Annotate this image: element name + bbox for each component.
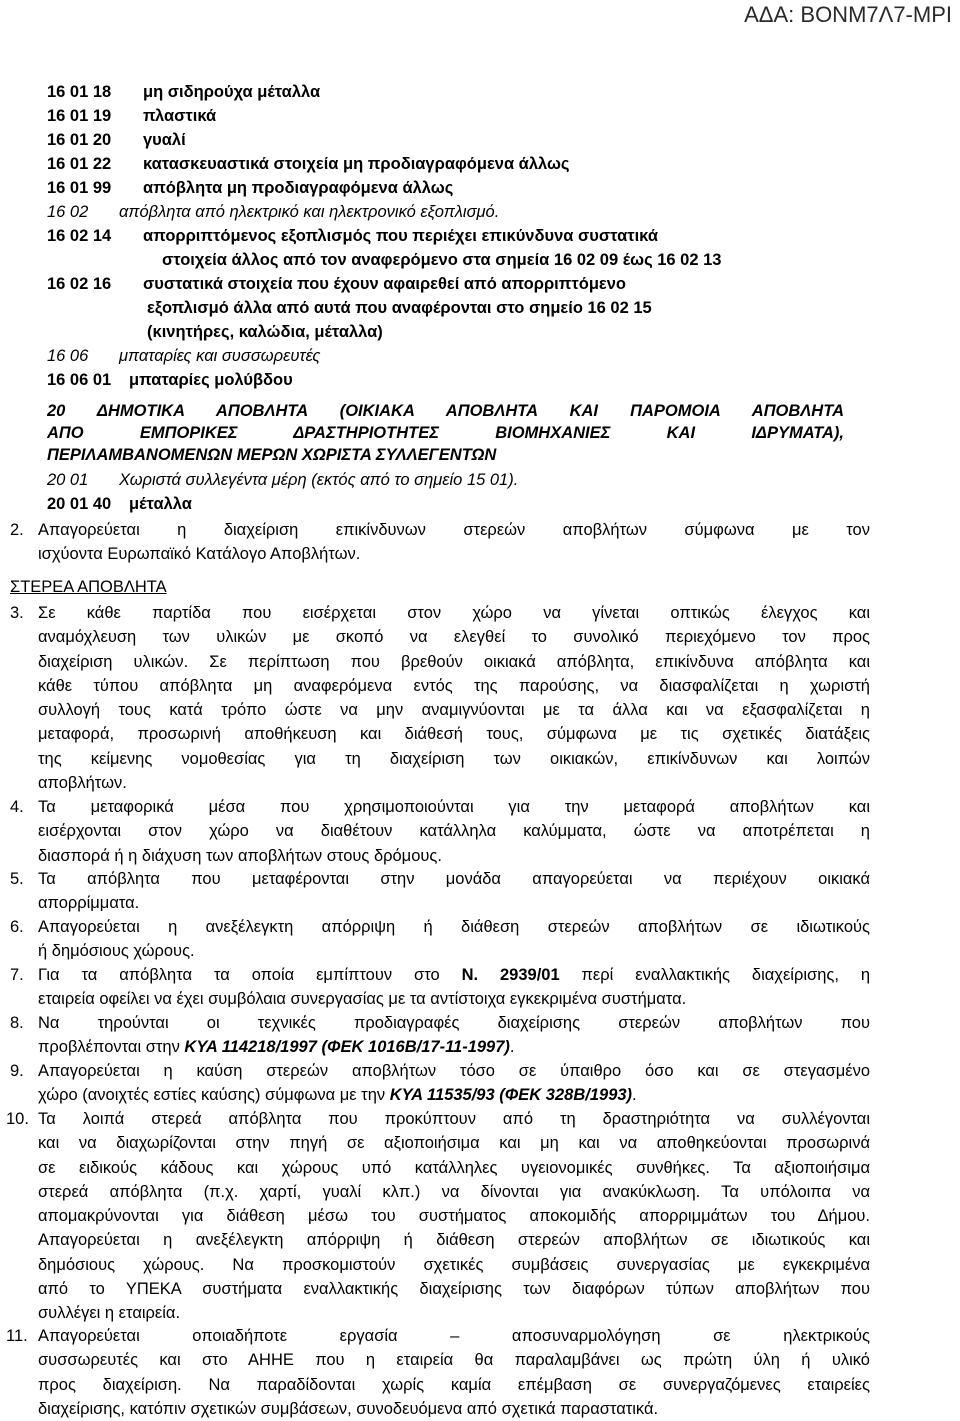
item-number: 4. (10, 798, 24, 816)
list-item: 16 01 18 μη σιδηρούχα μέταλλα (47, 83, 321, 101)
paragraph-9: Απαγορεύεται η καύση στερεών αποβλήτων τόσο σε ύπαιθρο όσο και σε στεγασμένο χώρο (ανοιχτές εστίες καύσης) σύμφωνα με την ΚΥΑ 11535/93 (ΦΕΚ 328Β/1993). (38, 1062, 870, 1105)
list-item: 16 02 14 απορριπτόμενος εξοπλισμός που περιέχει επικύνδυνα συστατικά (47, 227, 658, 245)
list-item: 16 01 22 κατασκευαστικά στοιχεία μη προδιαγραφόμενα άλλως (47, 155, 570, 173)
list-item: 16 06 01 μπαταρίες μολύβδου (47, 371, 293, 389)
item-number: 8. (10, 1014, 24, 1032)
section-title: ΣΤΕΡΕΑ ΑΠΟΒΛΗΤΑ (10, 578, 167, 596)
paragraph-7: Για τα απόβλητα τα οποία εμπίπτουν στο Ν. 2939/01 περί εναλλακτικής διαχείρισης, η εταιρεία οφείλει να έχει συμβόλαια συνεργασίας με τα αντίστοιχα εγκεκριμένα συστήματα. (38, 966, 870, 1009)
paragraph-6: Απαγορεύεται η ανεξέλεγκτη απόρριψη ή διάθεση στερεών αποβλήτων σε ιδιωτικούς ή δημόσιους χώρους. (38, 918, 870, 961)
list-item: 20 01 40 μέταλλα (47, 495, 192, 513)
item-number: 11. (6, 1327, 28, 1345)
item-number: 10. (6, 1110, 29, 1128)
paragraph-3: Σε κάθε παρτίδα που εισέρχεται στον χώρο να γίνεται οπτικώς έλεγχος και αναμόχλευση των υλικών με σκοπό να ελεγθεί το συνολικό περιεχόμενο τον προς διαχείριση υλικών. Σε περίπτωση που βρεθούν οικιακά απόβλητα, επικίνδυνα απόβλητα και κάθε τύπου απόβλητα μη αναφερόμενα εντός της παρούσης, να διασφαλίζεται η χωριστή συλλογή τους κατά τρόπο ώστε να μην αναμιγνύονται με τα άλλα και να εξασφαλίζεται η μεταφορά, προσωρινή αποθήκευση και διάθεσή τους, σύμφωνα με τις σχετικές διατάξεις της κείμενης νομοθεσίας για τη διαχείριση των οικιακών, επικίνδυνων και λοιπών αποβλήτων. (38, 604, 870, 793)
list-item: στοιχεία άλλος από τον αναφερόμενο στα σημεία 16 02 09 έως 16 02 13 (162, 251, 722, 269)
paragraph-5: Τα απόβλητα που μεταφέρονται στην μονάδα απαγορεύεται να περιέχουν οικιακά απορρίμματα. (38, 870, 870, 913)
paragraph-8: Να τηρούνται οι τεχνικές προδιαγραφές διαχείρισης στερεών αποβλήτων που προβλέπονται στην ΚΥΑ 114218/1997 (ΦΕΚ 1016Β/17-11-1997). (38, 1014, 870, 1057)
ada-header: ΑΔΑ: ΒΟΝΜ7Λ7-ΜΡΙ (744, 2, 952, 27)
section-20-heading: 20 ΔΗΜΟΤΙΚΑ ΑΠΟΒΛΗΤΑ (ΟΙΚΙΑΚΑ ΑΠΟΒΛΗΤΑ ΚΑΙ ΠΑΡΟΜΟΙΑ ΑΠΟΒΛΗΤΑ ΑΠΟ ΕΜΠΟΡΙΚΕΣ ΔΡΑΣΤΗΡΙΟΤΗΤΕΣ ΒΙΟΜΗΧΑΝΙΕΣ ΚΑΙ ΙΔΡΥΜΑΤΑ), ΠΕΡΙΛΑΜΒΑΝΟΜΕΝΩΝ ΜΕΡΩΝ ΧΩΡΙΣΤΑ ΣΥΛΛΕΓΕΝΤΩΝ (47, 402, 844, 464)
item-number: 3. (10, 604, 24, 622)
paragraph-11: Απαγορεύεται οποιαδήποτε εργασία – αποσυναρμολόγηση σε ηλεκτρικούς συσσωρευτές και στο ΑΗΗΕ που η εταιρεία θα παραλαμβάνει ως πρώτη ύλη ή υλικό προς διαχείριση. Να παραδίδονται χωρίς καμία επέμβαση σε συνεργαζόμενες εταιρείες διαχείρισης, κατόπιν σχετικών συμβάσεων, συνοδευόμενα από σχετικά παραστατικά. (38, 1327, 870, 1418)
list-item: 16 02 16 συστατικά στοιχεία που έχουν αφαιρεθεί από απορριπτόμενο (47, 275, 627, 293)
list-item: (κινητήρες, καλώδια, μέταλλα) (147, 323, 383, 341)
item-number: 5. (10, 870, 24, 888)
list-item: 16 01 19 πλαστικά (47, 107, 217, 125)
paragraph-2: Απαγορεύεται η διαχείριση επικίνδυνων στερεών αποβλήτων σύμφωνα με τον ισχύοντα Ευρωπαϊκό Κατάλογο Αποβλήτων. (38, 521, 870, 564)
item-number: 7. (10, 966, 24, 984)
paragraph-4: Τα μεταφορικά μέσα που χρησιμοποιούνται για την μεταφορά αποβλήτων και εισέρχονται στον χώρο να διαθέτουν κατάλληλα καλύμματα, ώστε να αποτρέπεται η διασπορά ή η διάχυση των αποβλήτων στους δρόμους. (38, 798, 870, 865)
paragraph-10: Τα λοιπά στερεά απόβλητα που προκύπτουν από τη δραστηριότητα να συλλέγονται και να διαχωρίζονται στην πηγή σε αξιοποιήσιμα και μη και να αποθηκεύονται προσωρινά σε ειδικούς κάδους και χώρους υπό κατάλληλες υγειονομικές συνθήκες. Τα αξιοποιήσιμα στερεά απόβλητα (π.χ. χαρτί, γυαλί κλπ.) να δίνονται για ανακύκλωση. Τα υπόλοιπα να απομακρύνονται για διάθεση μέσω του συστήματος αποκομιδής απορριμμάτων του Δήμου. Απαγορεύεται η ανεξέλεγκτη απόρριψη ή διάθεση στερεών αποβλήτων σε ιδιωτικούς και δημόσιους χώρους. Να προσκομιστούν σχετικές συμβάσεις συνεργασίας με εγκεκριμένα από το ΥΠΕΚΑ συστήματα εναλλακτικής διαχείρισης των διαφόρων τύπων αποβλήτων που συλλέγει η εταιρεία. (38, 1110, 870, 1323)
list-item: 16 02 απόβλητα από ηλεκτρικό και ηλεκτρονικό εξοπλισμό. (47, 203, 500, 221)
item-number: 9. (10, 1062, 24, 1080)
list-item: 20 01 Χωριστά συλλεγέντα μέρη (εκτός από το σημείο 15 01). (47, 471, 519, 489)
list-item: 16 01 20 γυαλί (47, 131, 186, 149)
item-number: 2. (10, 521, 24, 539)
list-item: 16 06 μπαταρίες και συσσωρευτές (47, 347, 321, 365)
list-item: εξοπλισμό άλλα από αυτά που αναφέρονται στο σημείο 16 02 15 (147, 299, 652, 317)
item-number: 6. (10, 918, 24, 936)
list-item: 16 01 99 απόβλητα μη προδιαγραφόμενα άλλως (47, 179, 454, 197)
